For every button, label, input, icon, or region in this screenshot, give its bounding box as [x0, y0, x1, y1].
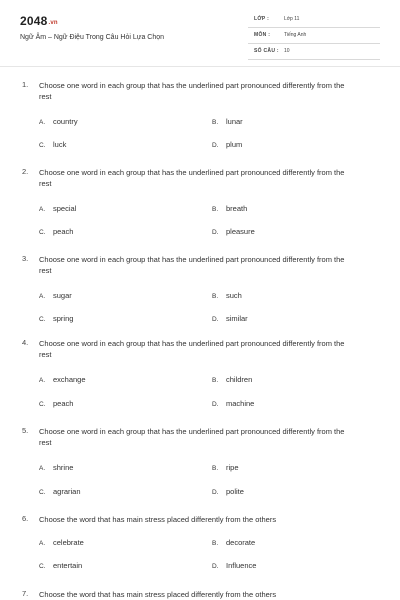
question-number: 5. [22, 426, 29, 435]
option-c[interactable] [39, 561, 82, 570]
option-word: peach [53, 227, 74, 236]
option-word: special [53, 204, 77, 213]
option-letter: A. [39, 293, 46, 300]
meta-key: SỐ CÂU : [254, 48, 279, 54]
option-word: Influence [226, 561, 257, 570]
option-word: lunar [226, 117, 243, 126]
option-letter: B. [212, 119, 219, 126]
option-c[interactable] [39, 314, 73, 323]
header-divider [0, 66, 400, 67]
question-text: Choose one word in each group that has the underlined part pronounced differently from the rest [39, 255, 345, 275]
option-word: similar [226, 314, 248, 323]
option-word: plum [226, 140, 243, 149]
option-b[interactable] [212, 463, 239, 472]
option-word: ripe [226, 463, 239, 472]
option-letter: D. [212, 316, 219, 323]
option-b[interactable] [212, 117, 243, 126]
option-letter: B. [212, 465, 219, 472]
question-text: Choose one word in each group that has the underlined part pronounced differently from the rest [39, 168, 345, 188]
option-word: agrarian [53, 487, 81, 496]
option-a[interactable] [39, 463, 73, 472]
option-b[interactable] [212, 204, 247, 213]
option-letter: D. [212, 142, 219, 149]
option-word: children [226, 375, 253, 384]
option-letter: C. [39, 142, 46, 149]
meta-row-class [248, 11, 380, 28]
option-word: such [226, 291, 242, 300]
option-letter: C. [39, 316, 46, 323]
meta-row-subject [248, 27, 380, 44]
option-d[interactable] [212, 399, 254, 408]
option-word: exchange [53, 375, 86, 384]
question-number: 7. [22, 589, 29, 598]
option-word: entertain [53, 561, 83, 570]
option-c[interactable] [39, 140, 66, 149]
option-letter: A. [39, 206, 46, 213]
option-letter: A. [39, 465, 46, 472]
option-letter: D. [212, 563, 219, 570]
option-d[interactable] [212, 227, 255, 236]
option-letter: C. [39, 563, 46, 570]
option-word: spring [53, 314, 74, 323]
option-letter: A. [39, 119, 46, 126]
question-text: Choose the word that has main stress placed differently from the others [39, 590, 277, 599]
option-a[interactable] [39, 375, 86, 384]
meta-value: Lớp 11 [284, 16, 300, 22]
question-number: 1. [22, 80, 29, 89]
option-word: peach [53, 399, 74, 408]
option-letter: D. [212, 229, 219, 236]
option-letter: D. [212, 401, 219, 408]
option-word: shrine [53, 463, 74, 472]
option-b[interactable] [212, 291, 242, 300]
meta-key: MÔN : [254, 32, 271, 38]
option-letter: C. [39, 229, 46, 236]
question-text: Choose the word that has main stress placed differently from the others [39, 515, 277, 524]
question-text: Choose one word in each group that has the underlined part pronounced differently from the rest [39, 339, 345, 359]
option-word: celebrate [53, 538, 84, 547]
option-letter: C. [39, 401, 46, 408]
option-d[interactable] [212, 487, 244, 496]
meta-value: Tiếng Anh [284, 32, 307, 38]
option-c[interactable] [39, 227, 73, 236]
option-letter: B. [212, 377, 219, 384]
logo-suffix: .vn [48, 20, 58, 26]
option-word: polite [226, 487, 244, 496]
question-number: 2. [22, 167, 29, 176]
option-word: decorate [226, 538, 256, 547]
option-letter: B. [212, 293, 219, 300]
option-a[interactable] [39, 204, 76, 213]
option-c[interactable] [39, 399, 73, 408]
option-letter: B. [212, 206, 219, 213]
option-word: country [53, 117, 78, 126]
option-a[interactable] [39, 117, 78, 126]
meta-key: LỚP : [254, 16, 270, 22]
question-text: Choose one word in each group that has the underlined part pronounced differently from the rest [39, 427, 345, 447]
option-word: breath [226, 204, 248, 213]
question-number: 4. [22, 338, 29, 347]
option-word: luck [53, 140, 67, 149]
logo-main: 2048 [20, 14, 48, 28]
document-header [0, 0, 400, 66]
option-c[interactable] [39, 487, 81, 496]
option-letter: A. [39, 377, 46, 384]
option-d[interactable] [212, 561, 256, 570]
question-number: 6. [22, 514, 29, 523]
option-a[interactable] [39, 538, 84, 547]
document-title: Ngữ Âm – Ngữ Điệu Trong Câu Hỏi Lựa Chọn [20, 34, 165, 41]
option-b[interactable] [212, 375, 252, 384]
site-logo[interactable] [20, 14, 58, 28]
question-text: Choose one word in each group that has the underlined part pronounced differently from the rest [39, 81, 345, 101]
question-number: 3. [22, 254, 29, 263]
option-b[interactable] [212, 538, 255, 547]
option-a[interactable] [39, 291, 72, 300]
option-word: machine [226, 399, 255, 408]
option-letter: C. [39, 489, 46, 496]
option-d[interactable] [212, 314, 248, 323]
option-word: sugar [53, 291, 72, 300]
meta-row-count [248, 43, 380, 60]
option-letter: A. [39, 540, 46, 547]
option-d[interactable] [212, 140, 242, 149]
meta-value: 10 [284, 48, 290, 54]
option-letter: D. [212, 489, 219, 496]
option-letter: B. [212, 540, 219, 547]
option-word: pleasure [226, 227, 255, 236]
